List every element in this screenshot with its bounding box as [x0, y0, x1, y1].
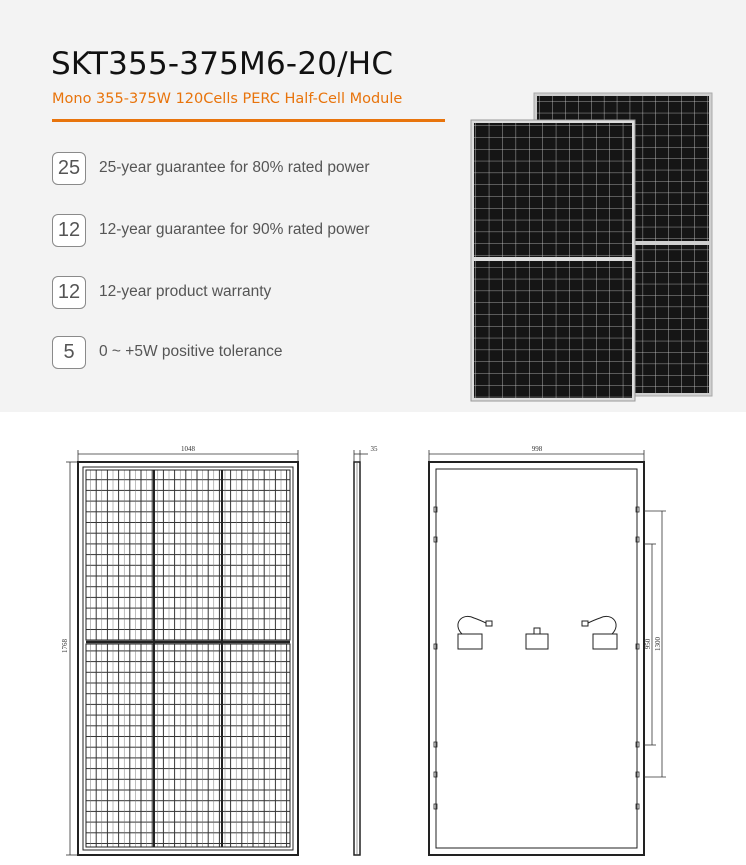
back-view-drawing: [429, 445, 666, 855]
feature-item-product-warranty: [52, 275, 271, 309]
feature-badge: 12: [52, 276, 86, 309]
front-width-label: 1048: [181, 445, 195, 453]
feature-badge: 25: [52, 152, 86, 185]
product-title: SKT355-375M6-20/HC: [51, 46, 394, 82]
back-width-label: 998: [531, 445, 543, 453]
side-view-drawing: [354, 445, 378, 855]
accent-divider: [52, 119, 445, 122]
front-view-drawing: [61, 445, 298, 855]
feature-badge: 5: [52, 336, 86, 369]
feature-text: 25-year guarantee for 80% rated power: [99, 159, 370, 176]
feature-item-80-power: [52, 151, 370, 185]
product-header-section: [0, 0, 746, 412]
feature-text: 12-year guarantee for 90% rated power: [99, 221, 370, 238]
technical-drawings: [0, 412, 746, 865]
feature-text: 0 ~ +5W positive tolerance: [99, 343, 283, 360]
feature-item-90-power: [52, 213, 370, 247]
feature-item-tolerance: [52, 335, 283, 369]
product-subtitle: Mono 355-375W 120Cells PERC Half-Cell Module: [52, 91, 403, 107]
side-thickness-label: 35: [370, 445, 378, 453]
feature-badge: 12: [52, 214, 86, 247]
back-inner-height-label: 950: [644, 638, 652, 650]
solar-panel-photo: [462, 90, 718, 404]
back-outer-height-label: 1300: [654, 637, 662, 651]
front-height-label: 1768: [61, 639, 69, 653]
front-solar-panel: [471, 120, 635, 401]
feature-text: 12-year product warranty: [99, 283, 272, 300]
